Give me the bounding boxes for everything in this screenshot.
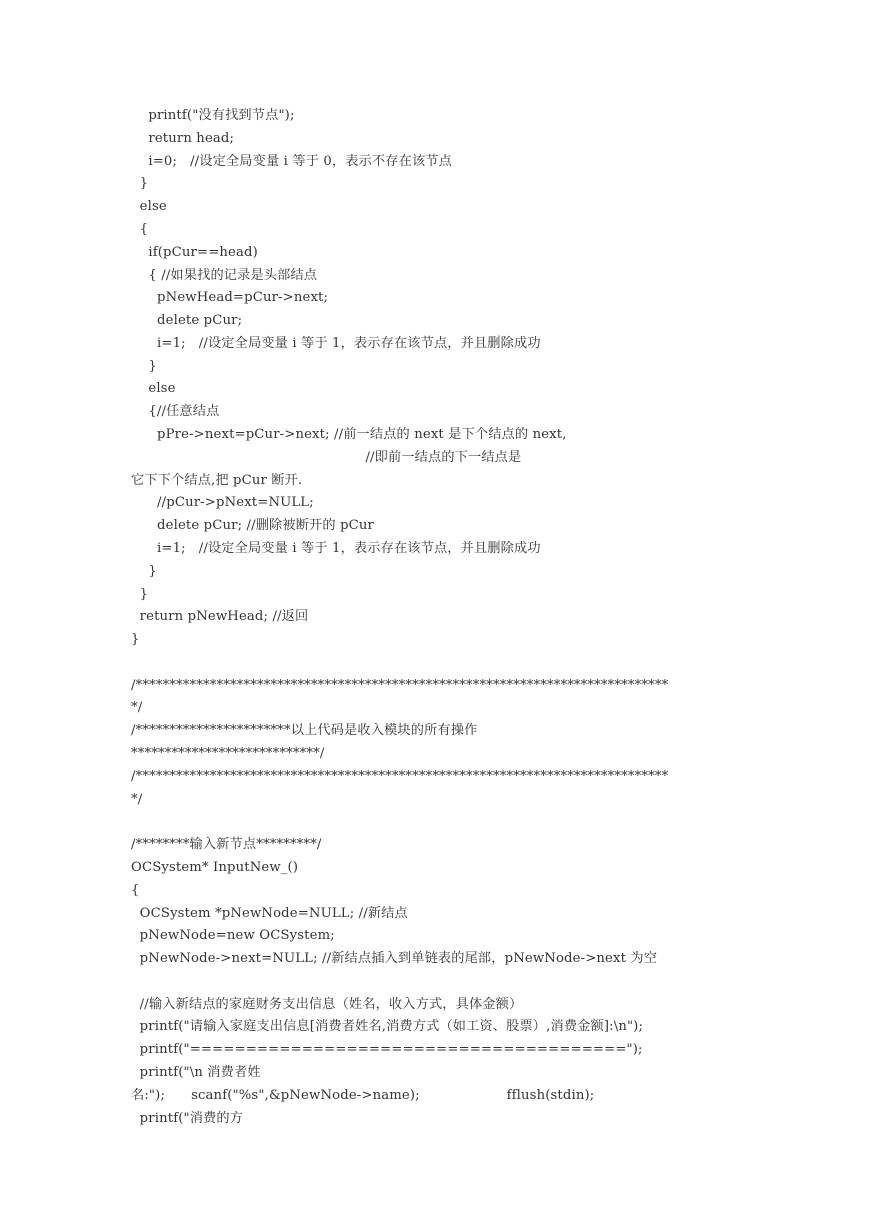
code-line: /*******************************************************************************	[131, 678, 669, 693]
code-line: printf("没有找到节点");	[131, 108, 295, 123]
code-line: pNewNode->next=NULL; //新结点插入到单链表的尾部，pNewNode->next 为空	[131, 951, 658, 966]
code-line: }	[131, 176, 149, 191]
code-line: /*******************************************************************************	[131, 769, 669, 784]
code-line: else	[131, 199, 167, 214]
code-line: */	[131, 700, 143, 715]
code-line: i=1; //设定全局变量 i 等于 1，表示存在该节点，并且删除成功	[131, 336, 541, 351]
code-line: //即前一结点的下一结点是	[131, 450, 522, 465]
code-line: {	[131, 222, 149, 237]
code-line: pNewNode=new OCSystem;	[131, 928, 335, 943]
code-line: i=1; //设定全局变量 i 等于 1，表示存在该节点，并且删除成功	[131, 541, 541, 556]
code-line: ****************************/	[131, 746, 325, 761]
code-line: //pCur->pNext=NULL;	[131, 495, 314, 510]
code-line: printf("\n 消费者姓	[131, 1065, 261, 1080]
code-line: { //如果找的记录是头部结点	[131, 268, 318, 283]
code-line: OCSystem* InputNew_()	[131, 860, 299, 875]
code-line: printf("消费的方	[131, 1111, 244, 1126]
code-line: }	[131, 587, 149, 602]
code-line: OCSystem *pNewNode=NULL; //新结点	[131, 906, 408, 921]
code-line: }	[131, 632, 140, 647]
code-line: pNewHead=pCur->next;	[131, 290, 329, 305]
code-line: delete pCur; //删除被断开的 pCur	[131, 518, 375, 533]
code-line: /***********************以上代码是收入模块的所有操作	[131, 723, 478, 738]
code-line: {	[131, 883, 140, 898]
code-line: return head;	[131, 131, 235, 146]
code-line: 名:"); scanf("%s",&pNewNode->name); fflush(stdin);	[131, 1088, 595, 1103]
code-line: /********输入新节点*********/	[131, 837, 322, 852]
code-line: delete pCur;	[131, 313, 243, 328]
code-line: //输入新结点的家庭财务支出信息（姓名，收入方式，具体金额）	[131, 997, 523, 1012]
code-line: 它下下个结点,把 pCur 断开.	[131, 473, 303, 488]
code-line: */	[131, 792, 143, 807]
code-line: {//任意结点	[131, 404, 220, 419]
code-line: return pNewHead; //返回	[131, 609, 309, 624]
code-line: i=0; //设定全局变量 i 等于 0，表示不存在该节点	[131, 154, 452, 169]
code-line: }	[131, 359, 157, 374]
code-line: }	[131, 564, 157, 579]
code-line: if(pCur==head)	[131, 245, 258, 260]
code-line: printf("=======================================");	[131, 1042, 643, 1057]
code-line: pPre->next=pCur->next; //前一结点的 next 是下个结点的 next,	[131, 427, 567, 442]
code-line: else	[131, 381, 176, 396]
code-line: printf("请输入家庭支出信息[消费者姓名,消费方式（如工资、股票）,消费金额]:\n");	[131, 1019, 644, 1034]
